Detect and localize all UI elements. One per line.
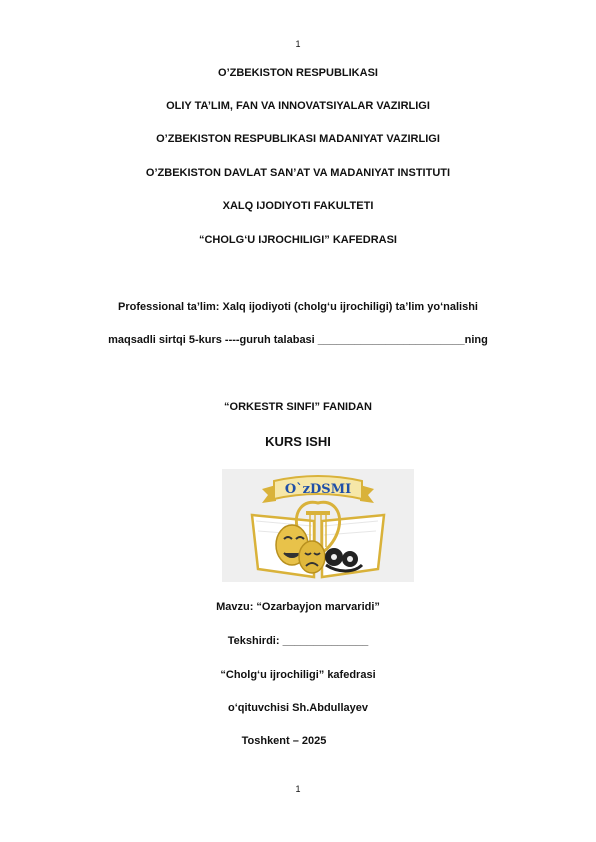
city-year: Toshkent – 2025 <box>241 735 327 747</box>
work-type-title: KURS ISHI <box>265 434 331 449</box>
institution-line-1: O’ZBEKISTON RESPUBLIKASI <box>218 67 378 79</box>
footer-page-number: 1 <box>295 784 301 794</box>
logo-text: O`zDSMI <box>284 482 352 497</box>
theatre-masks-lyre-book-icon <box>222 469 414 582</box>
student-line-2: maqsadli sirtqi 5-kurs ----guruh talabasi ________________________ning <box>108 334 488 346</box>
subject-title: “ORKESTR SINFI” FANIDAN <box>224 401 372 413</box>
department: “Cholg‘u ijrochiligi” kafedrasi <box>220 669 376 681</box>
topic: Mavzu: “Ozarbayjon marvaridi” <box>216 601 380 613</box>
institution-line-2: OLIY TA’LIM, FAN VA INNOVATSIYALAR VAZIRLIGI <box>166 100 430 112</box>
institution-line-4: O’ZBEKISTON DAVLAT SAN’AT VA MADANIYAT INSTITUTI <box>145 167 451 179</box>
institute-logo <box>222 469 414 582</box>
student-line-1: Professional ta’lim: Xalq ijodiyoti (cholg‘u ijrochiligi) ta’lim yo‘nalishi <box>118 301 478 313</box>
header-page-number: 1 <box>295 39 301 49</box>
teacher: o‘qituvchisi Sh.Abdullayev <box>228 702 368 714</box>
institution-line-5: XALQ IJODIYOTI FAKULTETI <box>222 200 374 212</box>
institution-line-3: O’ZBEKISTON RESPUBLIKASI MADANIYAT VAZIRLIGI <box>156 133 440 145</box>
checked-by: Tekshirdi: ______________ <box>227 635 369 647</box>
institution-line-6: “CHOLG‘U IJROCHILIGI” KAFEDRASI <box>198 234 397 246</box>
